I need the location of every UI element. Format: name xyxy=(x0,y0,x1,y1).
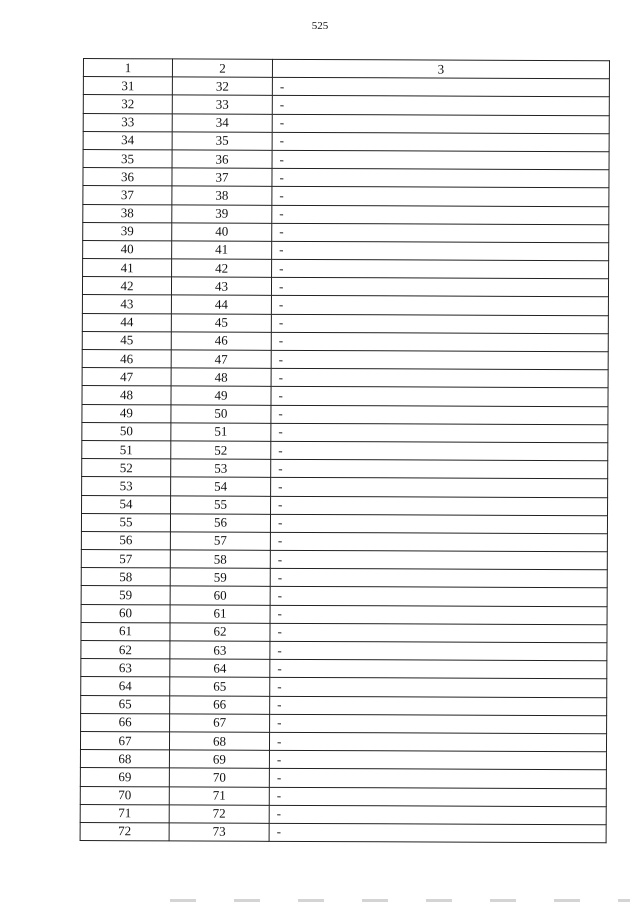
table-cell-col-2: 43 xyxy=(171,277,271,296)
table-cell-col-3: - xyxy=(272,96,609,116)
table-row xyxy=(83,131,609,151)
table-row xyxy=(81,568,607,588)
table-cell-col-3: - xyxy=(270,514,607,534)
table-cell-col-1: 34 xyxy=(83,131,172,150)
table-row xyxy=(83,95,609,115)
table-cell-col-3: - xyxy=(269,750,606,770)
table-cell-col-1: 63 xyxy=(81,659,170,678)
table-header-row xyxy=(83,59,609,79)
table-cell-col-2: 51 xyxy=(171,423,271,442)
table-cell-col-3: - xyxy=(271,423,608,443)
table-cell-col-3: - xyxy=(270,714,607,734)
table-cell-col-2: 47 xyxy=(171,350,271,369)
table-row xyxy=(81,659,607,679)
table-row xyxy=(82,440,608,460)
table-body xyxy=(80,77,609,843)
table-row xyxy=(80,731,606,751)
table-cell-col-1: 61 xyxy=(81,622,170,641)
table-cell-col-2: 41 xyxy=(172,241,272,260)
table-cell-col-2: 52 xyxy=(171,441,271,460)
table-cell-col-3: - xyxy=(272,205,609,225)
table-row xyxy=(83,149,609,169)
table-row xyxy=(82,477,608,497)
table-cell-col-1: 58 xyxy=(81,568,170,587)
table-cell-col-1: 37 xyxy=(83,186,172,205)
table-cell-col-1: 43 xyxy=(82,295,171,314)
table-row xyxy=(81,640,607,660)
table-row xyxy=(83,186,609,206)
table-cell-col-1: 55 xyxy=(81,513,170,532)
table-cell-col-1: 68 xyxy=(80,750,169,769)
table-cell-col-1: 42 xyxy=(82,277,171,296)
table-row xyxy=(83,222,609,242)
table-row xyxy=(80,804,606,824)
table-row xyxy=(81,677,607,697)
table-cell-col-1: 49 xyxy=(82,404,171,423)
table-cell-col-2: 60 xyxy=(170,586,270,605)
table-cell-col-3: - xyxy=(271,387,608,407)
table-cell-col-2: 69 xyxy=(169,750,269,769)
page-number: 525 xyxy=(311,20,329,32)
table-cell-col-1: 46 xyxy=(82,349,171,368)
table-cell-col-3: - xyxy=(272,223,609,243)
table-cell-col-2: 45 xyxy=(171,314,271,333)
table-cell-col-2: 67 xyxy=(170,714,270,733)
table-row xyxy=(81,713,607,733)
table-cell-col-3: - xyxy=(272,241,609,261)
table-cell-col-3: - xyxy=(271,332,608,352)
table-cell-col-3: - xyxy=(272,132,609,152)
table-cell-col-1: 53 xyxy=(82,477,171,496)
table-cell-col-2: 40 xyxy=(172,223,272,242)
table-cell-col-1: 71 xyxy=(80,804,169,823)
table-cell-col-3: - xyxy=(270,696,607,716)
table-cell-col-3: - xyxy=(271,459,608,479)
table-cell-col-2: 70 xyxy=(169,768,269,787)
scan-artifact xyxy=(170,899,630,902)
table-row xyxy=(83,204,609,224)
table-cell-col-3: - xyxy=(271,478,608,498)
table-cell-col-2: 68 xyxy=(169,732,269,751)
table-cell-col-1: 41 xyxy=(83,259,172,278)
table-cell-col-1: 50 xyxy=(82,422,171,441)
table-cell-col-1: 33 xyxy=(83,113,172,132)
table-cell-col-1: 66 xyxy=(81,713,170,732)
table-row xyxy=(81,622,607,642)
table-row xyxy=(82,349,608,369)
table-cell-col-1: 32 xyxy=(83,95,172,114)
table-cell-col-2: 63 xyxy=(170,641,270,660)
table-cell-col-2: 37 xyxy=(172,168,272,187)
table-cell-col-1: 69 xyxy=(80,768,169,787)
table-cell-col-1: 36 xyxy=(83,168,172,187)
table-row xyxy=(83,240,609,260)
table-cell-col-3: - xyxy=(270,550,607,570)
table-cell-col-1: 64 xyxy=(81,677,170,696)
table-row xyxy=(83,259,609,279)
table-cell-col-3: - xyxy=(271,314,608,334)
table-cell-col-2: 58 xyxy=(170,550,270,569)
table-cell-col-3: - xyxy=(271,496,608,516)
table-cell-col-1: 72 xyxy=(80,822,169,841)
table-row xyxy=(82,495,608,515)
table-cell-col-1: 60 xyxy=(81,604,170,623)
table-row xyxy=(80,786,606,806)
table-cell-col-1: 44 xyxy=(82,313,171,332)
table-row xyxy=(82,459,608,479)
table-container xyxy=(80,58,609,843)
table-cell-col-2: 44 xyxy=(171,295,271,314)
table-cell-col-3: - xyxy=(271,296,608,316)
table-row xyxy=(83,77,609,97)
table-row xyxy=(80,750,606,770)
table-cell-col-2: 38 xyxy=(172,186,272,205)
table-cell-col-1: 52 xyxy=(82,459,171,478)
table-cell-col-1: 38 xyxy=(83,204,172,223)
table-cell-col-1: 51 xyxy=(82,440,171,459)
column-header-1: 1 xyxy=(83,59,172,78)
table-row xyxy=(81,531,607,551)
table-cell-col-2: 34 xyxy=(172,113,272,132)
table-cell-col-3: - xyxy=(269,787,606,807)
table-row xyxy=(82,404,608,424)
table-cell-col-1: 48 xyxy=(82,386,171,405)
table-cell-col-2: 71 xyxy=(169,786,269,805)
table-cell-col-3: - xyxy=(270,641,607,661)
table-row xyxy=(82,386,608,406)
column-header-3: 3 xyxy=(272,59,609,79)
table-cell-col-2: 57 xyxy=(170,532,270,551)
table-row xyxy=(83,113,609,133)
table-cell-col-3: - xyxy=(272,150,609,170)
table-cell-col-3: - xyxy=(271,441,608,461)
table-row xyxy=(82,422,608,442)
table-cell-col-3: - xyxy=(269,805,606,825)
table-row xyxy=(80,822,606,842)
table-cell-col-3: - xyxy=(269,769,606,789)
table-cell-col-3: - xyxy=(272,259,609,279)
table-cell-col-3: - xyxy=(272,187,609,207)
table-cell-col-2: 33 xyxy=(172,95,272,114)
table-cell-col-1: 31 xyxy=(83,77,172,96)
table-cell-col-2: 35 xyxy=(172,132,272,151)
table-cell-col-1: 65 xyxy=(81,695,170,714)
table-cell-col-1: 40 xyxy=(83,240,172,259)
table-cell-col-3: - xyxy=(270,605,607,625)
table-cell-col-2: 72 xyxy=(169,805,269,824)
table-cell-col-1: 57 xyxy=(81,550,170,569)
table-cell-col-1: 56 xyxy=(81,531,170,550)
table-cell-col-3: - xyxy=(270,532,607,552)
table-cell-col-2: 65 xyxy=(170,677,270,696)
table-cell-col-2: 55 xyxy=(171,495,271,514)
table-cell-col-2: 48 xyxy=(171,368,271,387)
table-cell-col-2: 73 xyxy=(169,823,269,842)
table-cell-col-2: 39 xyxy=(172,204,272,223)
table-cell-col-2: 62 xyxy=(170,623,270,642)
table-row xyxy=(81,550,607,570)
data-table xyxy=(80,58,610,843)
table-cell-col-3: - xyxy=(269,732,606,752)
table-cell-col-2: 36 xyxy=(172,150,272,169)
table-row xyxy=(82,295,608,315)
table-cell-col-1: 62 xyxy=(81,640,170,659)
table-cell-col-2: 42 xyxy=(172,259,272,278)
table-cell-col-3: - xyxy=(271,369,608,389)
table-cell-col-2: 32 xyxy=(172,77,272,96)
table-cell-col-2: 66 xyxy=(170,695,270,714)
table-cell-col-3: - xyxy=(272,114,609,134)
table-cell-col-3: - xyxy=(272,168,609,188)
table-cell-col-1: 47 xyxy=(82,368,171,387)
table-row xyxy=(82,331,608,351)
table-row xyxy=(81,513,607,533)
table-row xyxy=(83,168,609,188)
table-cell-col-1: 35 xyxy=(83,149,172,168)
table-cell-col-3: - xyxy=(270,678,607,698)
table-cell-col-2: 61 xyxy=(170,605,270,624)
table-cell-col-3: - xyxy=(271,278,608,298)
table-cell-col-1: 67 xyxy=(80,731,169,750)
table-row xyxy=(81,586,607,606)
table-row xyxy=(81,695,607,715)
table-cell-col-1: 59 xyxy=(81,586,170,605)
table-cell-col-3: - xyxy=(270,623,607,643)
table-cell-col-3: - xyxy=(272,78,609,98)
table-cell-col-2: 46 xyxy=(171,332,271,351)
table-cell-col-3: - xyxy=(271,405,608,425)
table-row xyxy=(82,313,608,333)
table-cell-col-2: 56 xyxy=(170,514,270,533)
table-cell-col-1: 54 xyxy=(82,495,171,514)
table-row xyxy=(80,768,606,788)
table-cell-col-1: 45 xyxy=(82,331,171,350)
table-row xyxy=(82,368,608,388)
table-cell-col-2: 49 xyxy=(171,386,271,405)
table-row xyxy=(81,604,607,624)
table-cell-col-3: - xyxy=(270,587,607,607)
table-cell-col-2: 50 xyxy=(171,404,271,423)
table-cell-col-3: - xyxy=(270,569,607,589)
table-cell-col-2: 64 xyxy=(170,659,270,678)
table-cell-col-2: 54 xyxy=(171,477,271,496)
table-cell-col-1: 39 xyxy=(83,222,172,241)
table-cell-col-2: 53 xyxy=(171,459,271,478)
column-header-2: 2 xyxy=(172,59,272,78)
table-cell-col-2: 59 xyxy=(170,568,270,587)
table-cell-col-3: - xyxy=(270,660,607,680)
table-cell-col-3: - xyxy=(271,350,608,370)
table-row xyxy=(82,277,608,297)
table-cell-col-1: 70 xyxy=(80,786,169,805)
table-cell-col-3: - xyxy=(269,823,606,843)
